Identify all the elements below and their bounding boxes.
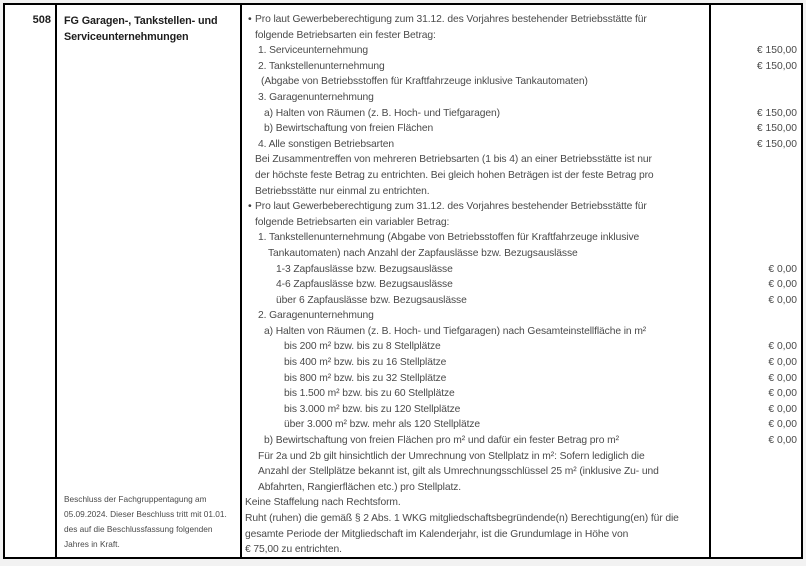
fee-line [242,480,709,496]
fee-amount: € 0,00 [768,403,797,415]
fee-line [242,74,709,90]
fee-amount-empty [711,168,801,184]
fee-line-text: € 75,00 zu entrichten. [245,544,342,556]
fee-line-text: Für 2a und 2b gilt hinsichtlich der Umrechnung von Stellplatz in m²: Sofern lediglich die [258,450,645,462]
fee-amount: € 0,00 [768,263,797,275]
fee-amount-empty [711,480,801,496]
fee-line-text: Pro laut Gewerbeberechtigung zum 31.12. des Vorjahres bestehender Betriebsstätte für [255,14,647,25]
fee-line-text: folgende Betriebsarten ein variabler Betrag: [255,216,450,228]
fee-amount-empty [711,215,801,231]
fee-line [242,293,709,309]
fee-line-text: (Abgabe von Betriebsstoffen für Kraftfahrzeuge inklusive Tankautomaten) [261,76,588,88]
fee-line-text: der höchste feste Betrag zu entrichten. Bei gleich hohen Beträgen ist der feste Betrag pro [255,169,654,181]
fee-amount: € 150,00 [756,138,797,150]
row-number: 508 [5,5,55,557]
fee-amount: € 0,00 [768,294,797,306]
fee-line-text: 4-6 Zapfauslässe bzw. Bezugsauslässe [276,279,453,291]
fee-amount-empty [711,28,801,44]
fee-line-text: 2. Tankstellenunternehmung [258,60,385,72]
fee-amount-empty [711,308,801,324]
fee-line [242,433,709,449]
fee-amounts-cell [709,5,801,557]
fee-line [242,230,709,246]
fee-amount-empty [711,449,801,465]
fee-line-text: Anzahl der Stellplätze bekannt ist, gilt als Umrechnungsschlüssel 25 m² (inklusive Zu- und [258,466,659,478]
fee-line-text: a) Halten von Räumen (z. B. Hoch- und Tiefgaragen) [264,107,500,119]
fee-description-cell [240,5,709,557]
fee-line-text: über 3.000 m² bzw. mehr als 120 Stellplätze [284,419,481,431]
group-title-line: FG Garagen-, Tankstellen- und [64,15,218,27]
group-title-cell [55,5,240,557]
fee-line [242,355,709,371]
group-title [64,14,236,45]
fee-line [242,59,709,75]
bullet-icon: • [248,13,252,25]
fee-line-text: a) Halten von Räumen (z. B. Hoch- und Tiefgaragen) nach Gesamteinstellfläche in m² [264,325,647,337]
fee-line-text: 2. Garagenunternehmung [258,310,374,322]
fee-line [242,324,709,340]
footnote-line: Jahres in Kraft. [64,539,120,549]
fee-amount-empty [711,527,801,543]
fee-amount-empty [711,246,801,262]
fee-amount: € 0,00 [768,388,797,400]
fee-line [242,106,709,122]
fee-line [242,152,709,168]
fee-amount-empty [711,230,801,246]
fee-line [242,168,709,184]
fee-line [242,121,709,137]
fee-amount: € 0,00 [768,372,797,384]
fee-amount: € 150,00 [756,60,797,72]
footnote-line: Beschluss der Fachgruppentagung am [64,494,207,504]
fee-line-text: folgende Betriebsarten ein fester Betrag: [255,29,436,41]
fee-amount: € 0,00 [768,357,797,369]
fee-line [242,339,709,355]
fee-table-row-508 [3,3,803,559]
fee-amount-empty [711,542,801,557]
fee-line [242,464,709,480]
fee-line [242,215,709,231]
fee-line [242,43,709,59]
fee-line-text: Pro laut Gewerbeberechtigung zum 31.12. des Vorjahres bestehender Betriebsstätte für [255,201,647,213]
fee-amount-empty [711,184,801,200]
fee-line [242,277,709,293]
fee-line [242,417,709,433]
footnote-line: 05.09.2024. Dieser Beschluss tritt mit 01.01. [64,509,227,519]
fee-amount: € 0,00 [768,419,797,431]
fee-line-text: bis 3.000 m² bzw. bis zu 120 Stellplätze [284,403,461,415]
bullet-icon: • [248,200,252,213]
fee-line-text: 1. Tankstellenunternehmung (Abgabe von Betriebsstoffen für Kraftfahrzeuge inklusive [258,232,640,244]
fee-amount: € 150,00 [756,45,797,57]
fee-line [242,495,709,511]
fee-amount-empty [711,90,801,106]
fee-amount-empty [711,324,801,340]
fee-line [242,449,709,465]
fee-amount-empty [711,152,801,168]
fee-amount-empty [711,464,801,480]
fee-line-text: bis 400 m² bzw. bis zu 16 Stellplätze [284,357,447,369]
fee-line [242,184,709,200]
fee-line-text: Betriebsstätte nur einmal zu entrichten. [255,185,430,197]
fee-amount: € 0,00 [768,279,797,291]
fee-amount-empty [711,74,801,90]
fee-line [242,199,709,215]
fee-line-text: bis 800 m² bzw. bis zu 32 Stellplätze [284,372,447,384]
fee-line-text: bis 1.500 m² bzw. bis zu 60 Stellplätze [284,388,455,400]
fee-amount: € 0,00 [768,341,797,353]
fee-line-text: bis 200 m² bzw. bis zu 8 Stellplätze [284,341,441,353]
fee-line-text: Ruht (ruhen) die gemäß § 2 Abs. 1 WKG mitgliedschaftsbegründende(n) Berechtigung(en) für die [245,513,679,524]
footnote-line: des auf die Beschlussfassung folgenden [64,524,213,534]
fee-line [242,542,709,557]
fee-line-text: b) Bewirtschaftung von freien Flächen pro m² und dafür ein fester Betrag pro m² [264,435,619,447]
fee-line-text: b) Bewirtschaftung von freien Flächen [264,123,434,135]
fee-line [242,386,709,402]
fee-line-text: 4. Alle sonstigen Betriebsarten [258,138,394,150]
fee-line-text: 3. Garagenunternehmung [258,91,374,103]
fee-line [242,12,709,28]
fee-line [242,262,709,278]
fee-amount-empty [711,511,801,527]
fee-line [242,308,709,324]
fee-line [242,28,709,44]
fee-line-text: über 6 Zapfauslässe bzw. Bezugsauslässe [276,294,467,306]
fee-line-text: 1. Serviceunternehmung [258,45,368,57]
fee-amount: € 150,00 [756,123,797,135]
fee-line-text: Tankautomaten) nach Anzahl der Zapfauslässe bzw. Bezugsauslässe [268,247,578,259]
fee-line [242,90,709,106]
group-title-line: Serviceunternehmungen [64,30,189,43]
fee-line [242,511,709,527]
fee-line-text: Abfahrten, Rangierflächen etc.) pro Stellplatz. [258,481,462,493]
fee-amount-empty [711,199,801,215]
fee-amount-empty [711,495,801,511]
fee-line-text: 1-3 Zapfauslässe bzw. Bezugsauslässe [276,263,453,275]
fee-line-text: Bei Zusammentreffen von mehreren Betriebsarten (1 bis 4) an einer Betriebsstätte ist nur [255,154,652,166]
fee-line-text: gesamte Periode der Mitgliedschaft im Kalenderjahr, ist die Grundumlage in Höhe von [245,528,629,540]
fee-line [242,527,709,543]
fee-amount-empty [711,12,801,28]
fee-line-text: Keine Staffelung nach Rechtsform. [245,497,401,509]
fee-amount: € 0,00 [768,435,797,447]
fee-line [242,402,709,418]
resolution-footnote [64,492,237,552]
fee-line [242,137,709,153]
fee-line [242,371,709,387]
fee-line [242,246,709,262]
fee-amount: € 150,00 [756,107,797,119]
